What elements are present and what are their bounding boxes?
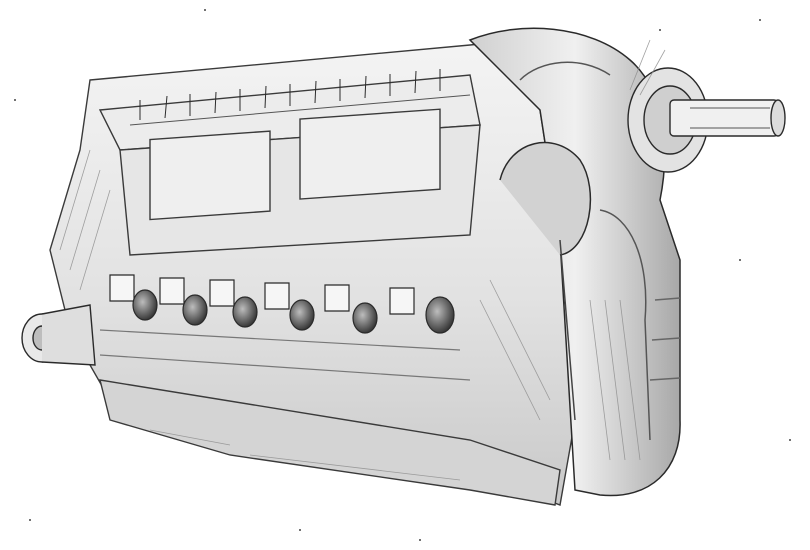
intake-stub <box>22 305 95 365</box>
engine-block <box>50 40 575 505</box>
propeller-shaft <box>628 68 785 172</box>
